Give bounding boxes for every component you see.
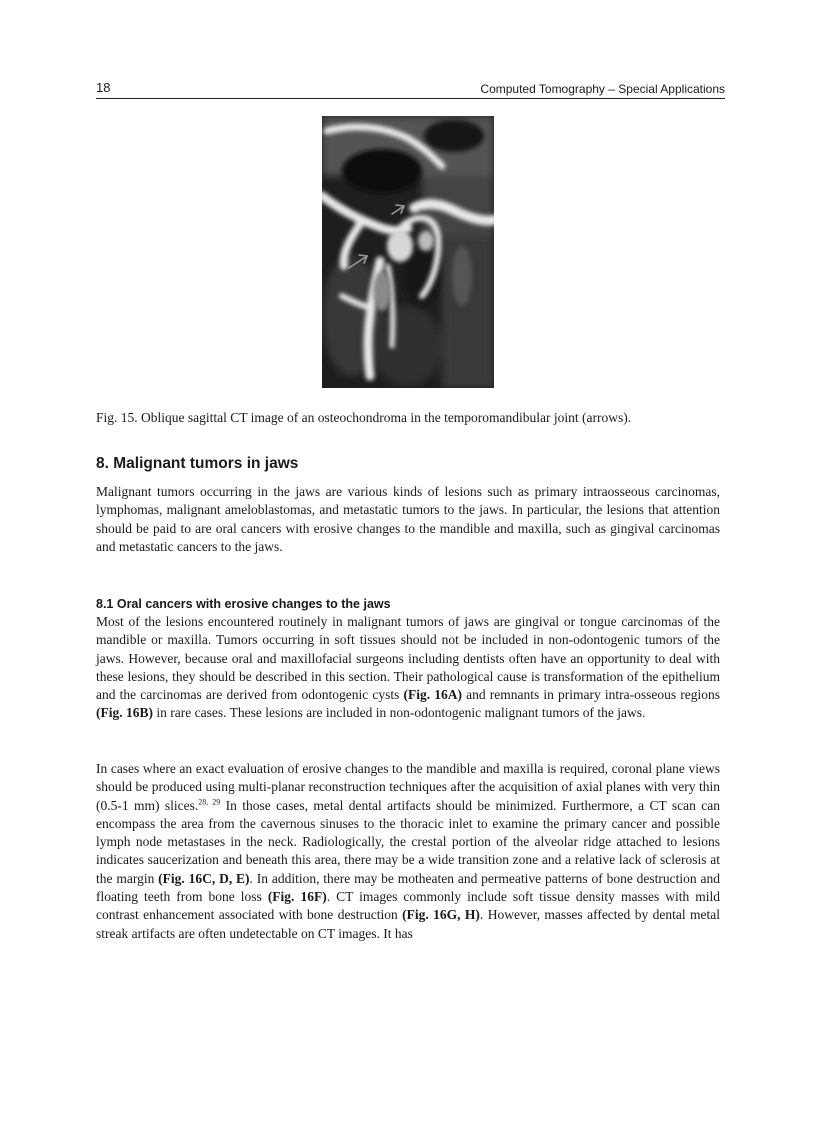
ct-image-figure bbox=[322, 116, 494, 388]
running-title: Computed Tomography – Special Applications bbox=[480, 82, 725, 96]
subsection-heading: 8.1 Oral cancers with erosive changes to the jaws bbox=[96, 597, 391, 611]
text-segment: Most of the lesions encountered routinely in malignant tumors of jaws are gingival or tongue carcinomas of the mandible or maxilla. Tumors occurring in soft tissues should not be included in non-odontogenic tumors of the jaws. However, because oral and maxillofacial surgeons including dentists often have an opportunity to deal with these lesions, they should be described in this section. Their pathological cause is transformation of the epithelium and the carcinomas are derived from odontogenic cysts bbox=[96, 614, 720, 703]
figure-caption: Fig. 15. Oblique sagittal CT image of an osteochondroma in the temporomandibular joint (arrows). bbox=[96, 409, 632, 425]
figure-reference: (Fig. 16G, H) bbox=[402, 907, 480, 923]
subsection-paragraph-1 bbox=[96, 613, 720, 723]
figure-reference: (Fig. 16F) bbox=[267, 889, 327, 905]
text-segment: . In addition, there may be motheaten and permeative patterns of bone destruction and floating teeth from bone loss bbox=[96, 870, 720, 905]
figure-reference: (Fig. 16B) bbox=[96, 705, 153, 721]
text-segment: In cases where an exact evaluation of erosive changes to the mandible and maxilla is required, coronal plane views should be produced using multi-planar reconstruction techniques after the acquisition of axial planes with very thin (0.5-1 mm) slices. bbox=[96, 761, 720, 813]
page-number: 18 bbox=[96, 80, 111, 95]
running-header bbox=[96, 80, 725, 99]
figure-reference: (Fig. 16C, D, E) bbox=[158, 870, 250, 886]
text-segment: . CT images commonly include soft tissue density masses with mild contrast enhancement associated with bone destruction bbox=[96, 889, 720, 923]
citation-superscript: 28, 29 bbox=[198, 797, 221, 807]
section-heading: 8. Malignant tumors in jaws bbox=[96, 455, 299, 472]
ct-image bbox=[322, 116, 494, 388]
section-intro-paragraph: Malignant tumors occurring in the jaws are various kinds of lesions such as primary intraosseous carcinomas, lymphomas, malignant ameloblastomas, and metastatic tumors to the jaws. In particular, the lesions that attention should be paid to are oral cancers with erosive changes to the mandible and maxilla, such as gingival carcinomas and metastatic cancers to the jaws. bbox=[96, 484, 720, 554]
text-segment: . However, masses affected by dental metal streak artifacts are often undetectable on CT images. It has bbox=[96, 907, 720, 941]
text-segment: in rare cases. These lesions are included in non-odontogenic malignant tumors of the jaws. bbox=[153, 705, 646, 721]
text-segment: and remnants in primary intra-osseous regions bbox=[461, 687, 720, 703]
text-segment: In those cases, metal dental artifacts should be minimized. Furthermore, a CT scan can encompass the area from the cavernous sinuses to the thoracic inlet to examine the primary cancer and possible lymph node metastases in the neck. Radiologically, the crestal portion of the alveolar ridge attached to lesions indicates saucerization and beneath this area, there may be a wide transition zone and a relative lack of sclerosis at the margin bbox=[96, 797, 721, 886]
figure-reference: (Fig. 16A) bbox=[403, 687, 462, 703]
subsection-paragraph-2 bbox=[96, 760, 720, 943]
